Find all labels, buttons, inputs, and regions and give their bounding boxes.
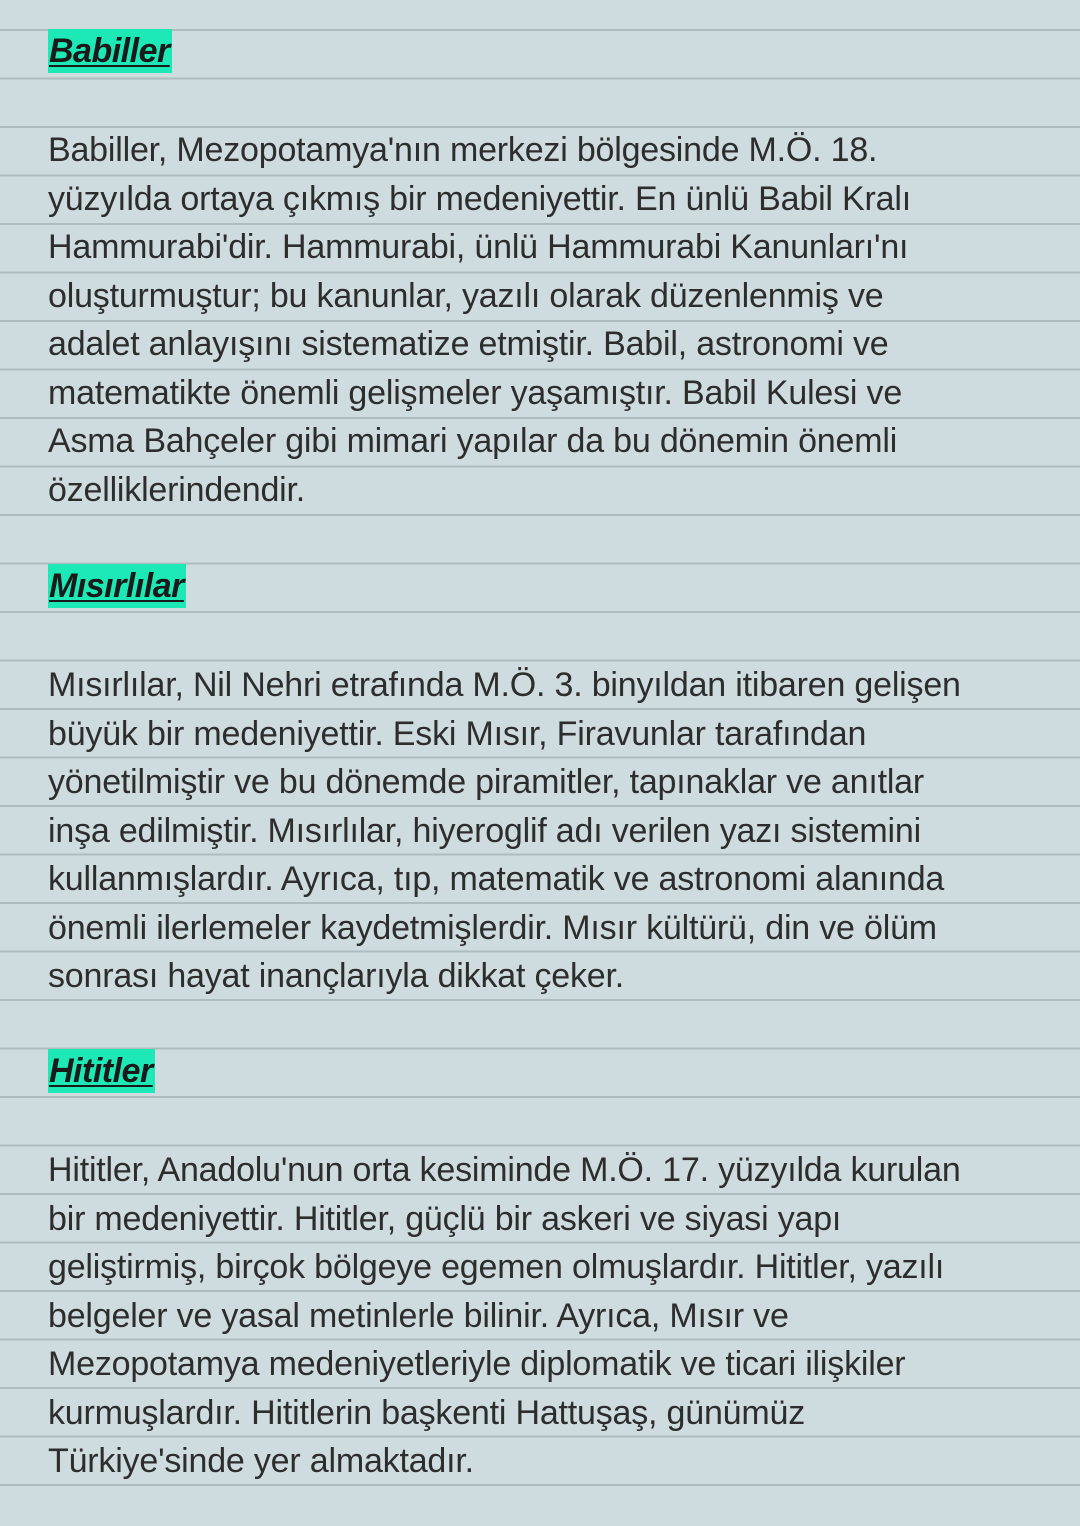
section-heading: Mısırlılar [48, 564, 186, 608]
section-hititler [48, 1049, 1038, 1093]
section-paragraph: Babiller, Mezopotamya'nın merkezi bölgesinde M.Ö. 18. yüzyılda ortaya çıkmış bir medeniyettir. En ünlü Babil Kralı Hammurabi'dir. Hammurabi, ünlü Hammurabi Kanunları'nı oluşturmuştur; bu kanunlar, yazılı olarak düzenlenmiş ve adalet anlayışını sistematize etmiştir. Babil, astronomi ve matematikte önemli gelişmeler yaşamıştır. Babil Kulesi ve Asma Bahçeler gibi mimari yapılar da bu dönemin önemli özelliklerindendir. [48, 131, 911, 509]
section-heading: Babiller [48, 29, 172, 73]
section-babiller [48, 29, 1038, 73]
section-paragraph: Mısırlılar, Nil Nehri etrafında M.Ö. 3. binyıldan itibaren gelişen büyük bir medeniyettir. Eski Mısır, Firavunlar tarafından yönetilmiştir ve bu dönemde piramitler, tapınaklar ve anıtlar inşa edilmiştir. Mısırlılar, hiyeroglif adı verilen yazı sistemini kullanmışlardır. Ayrıca, tıp, matematik ve astronomi alanında önemli ilerlemeler kaydetmişlerdir. Mısır kültürü, din ve ölüm sonrası hayat inançlarıyla dikkat çeker. [48, 666, 961, 995]
section-misirlilar [48, 564, 1038, 608]
section-babiller-body [48, 126, 1038, 514]
section-misirlilar-body [48, 661, 1038, 1001]
section-heading: Hititler [48, 1049, 155, 1093]
section-hititler-body [48, 1146, 1038, 1486]
section-paragraph: Hititler, Anadolu'nun orta kesiminde M.Ö. 17. yüzyılda kurulan bir medeniyettir. Hititler, güçlü bir askeri ve siyasi yapı geliştirmiş, birçok bölgeye egemen olmuşlardır. Hititler, yazılı belgeler ve yasal metinlerle bilinir. Ayrıca, Mısır ve Mezopotamya medeniyetleriyle diplomatik ve ticari ilişkiler kurmuşlardır. Hititlerin başkenti Hattuşaş, günümüz Türkiye'sinde yer almaktadır. [48, 1151, 961, 1480]
